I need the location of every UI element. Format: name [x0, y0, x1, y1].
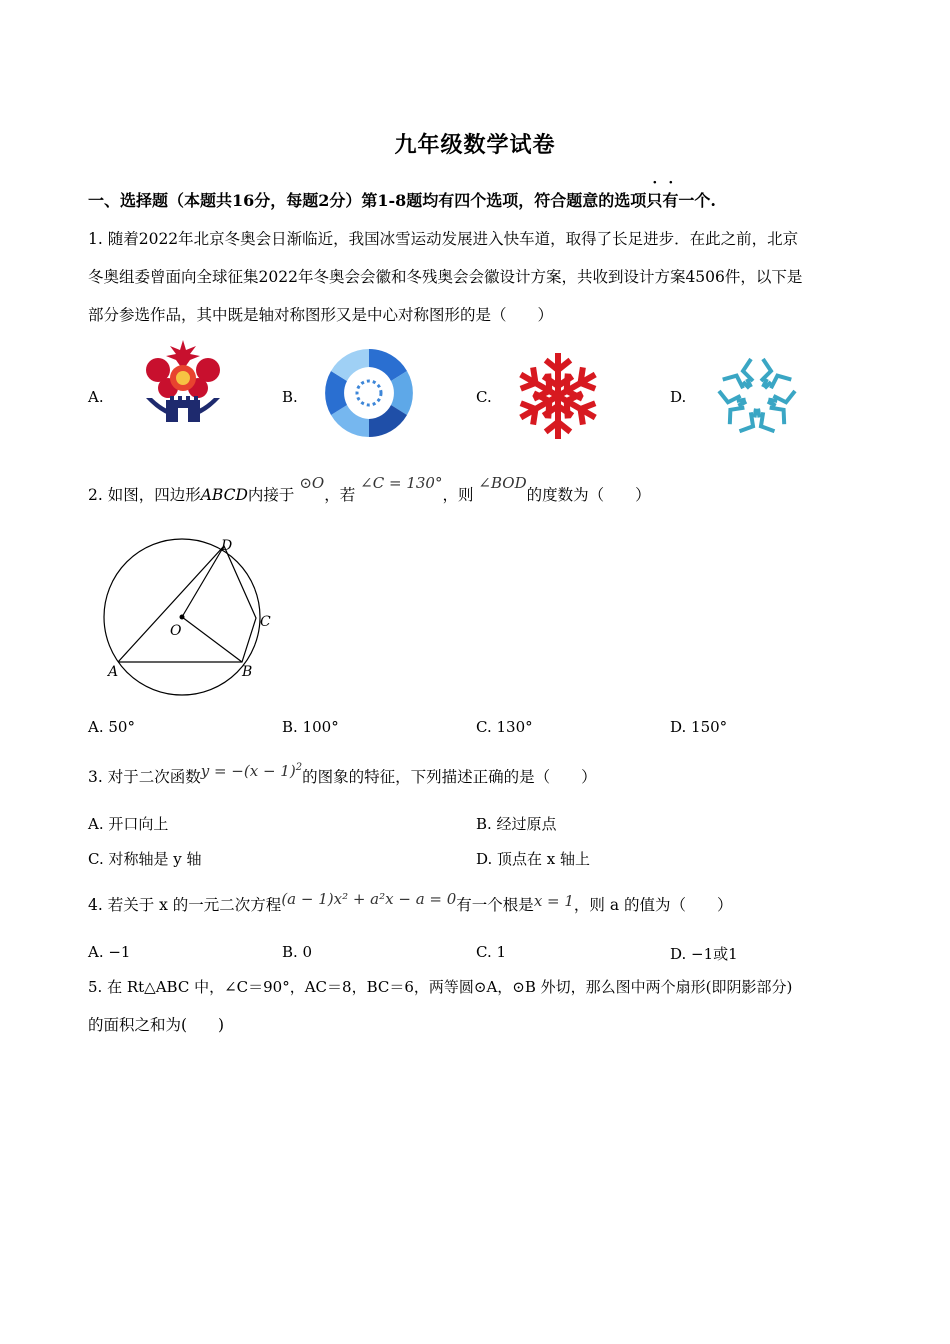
segment-od [182, 546, 224, 617]
q4-mid: 有一个根是 [456, 896, 534, 914]
q2-circle-symbol: ⊙O [299, 474, 325, 492]
q2-option-c: C. 130° [476, 718, 533, 736]
q1-line1: 1. 随着2022年北京冬奥会日渐临近，我国冰雪运动发展进入快车道，取得了长足进步．在此之前，北京 [88, 230, 799, 248]
q2-figure [100, 534, 280, 702]
center-point [180, 615, 185, 620]
q2-prefix: 2. 如图，四边形 [88, 486, 201, 504]
q1-option-c-label: C. [476, 388, 492, 406]
section-heading-emphasis-2: 有 [662, 191, 679, 210]
q3-option-c: C. 对称轴是 y 轴 [88, 850, 202, 868]
logo-d-image [712, 352, 802, 442]
q3-formula [201, 762, 302, 780]
q1-option-a-label: A. [88, 388, 104, 406]
q5-line1: 5. 在 Rt△ABC 中，∠C＝90°，AC＝8，BC＝6，两等圆⊙A，⊙B 外切，那么图中两个扇形(即阴影部分) [88, 978, 793, 996]
label-c: C [260, 614, 271, 630]
q2-option-a: A. 50° [88, 718, 135, 736]
quadrilateral-abcd [118, 546, 256, 662]
label-b: B [242, 664, 253, 680]
q1-option-b-label: B. [282, 388, 298, 406]
q1-option-d-label: D. [670, 388, 687, 406]
q4-formula: (a − 1)x² + a²x − a = 0 [281, 890, 457, 908]
q3-option-d: D. 顶点在 x 轴上 [476, 850, 591, 868]
q5-line2: 的面积之和为( ) [88, 1016, 225, 1034]
section-heading-text: 一、选择题（本题共16分，每题2分）第1-8题均有四个选项，符合题意的选项 [88, 191, 647, 210]
q4-suffix: ，则 a 的值为（ ） [573, 896, 733, 914]
q2-mid3: ，则 [442, 486, 474, 504]
q2-angle-given: ∠C = 130° [360, 474, 443, 492]
q2-stem [88, 476, 651, 514]
q4-prefix: 4. 若关于 x 的一元二次方程 [88, 896, 282, 914]
page-title: 九年级数学试卷 [394, 132, 556, 158]
label-d: D [221, 538, 233, 554]
label-o: O [170, 623, 182, 639]
q4-option-b: B. 0 [282, 943, 313, 961]
q4-option-d: D. −1或1 [670, 945, 738, 963]
segment-ob [182, 617, 242, 662]
q1-line2: 冬奥组委曾面向全球征集2022年冬奥会会徽和冬残奥会会徽设计方案，共收到设计方案4506件，以下是 [88, 268, 803, 286]
q3-prefix: 3. 对于二次函数 [88, 768, 201, 786]
label-a: A [108, 664, 119, 680]
logo-b-image [322, 346, 416, 440]
logo-a-image [138, 338, 228, 436]
q2-quadrilateral: ABCD [200, 486, 248, 504]
q2-option-b: B. 100° [282, 718, 339, 736]
logo-c-image [514, 352, 602, 440]
section-heading [88, 188, 716, 211]
q4-stem [88, 886, 733, 924]
q3-stem [88, 755, 597, 796]
q4-option-c: C. 1 [476, 943, 507, 961]
q3-option-b: B. 经过原点 [476, 815, 557, 833]
section-heading-emphasis-1: 只 [646, 191, 663, 210]
q2-option-d: D. 150° [670, 718, 728, 736]
q3-formula-exponent: 2 [295, 762, 303, 773]
q2-mid2: ，若 [324, 486, 356, 504]
section-heading-end: 一个. [678, 191, 716, 210]
q4-root: x = 1 [533, 892, 574, 910]
q2-mid1: 内接于 [247, 486, 295, 504]
q3-formula-base: y = −(x − 1) [200, 762, 296, 780]
q4-option-a: A. −1 [88, 943, 131, 961]
q2-suffix: 的度数为（ ） [526, 486, 651, 504]
q1-line3: 部分参选作品，其中既是轴对称图形又是中心对称图形的是（ ） [88, 306, 554, 324]
q2-angle-target: ∠BOD [478, 474, 527, 492]
q3-suffix: 的图象的特征，下列描述正确的是（ ） [302, 768, 597, 786]
q3-option-a: A. 开口向上 [88, 815, 169, 833]
